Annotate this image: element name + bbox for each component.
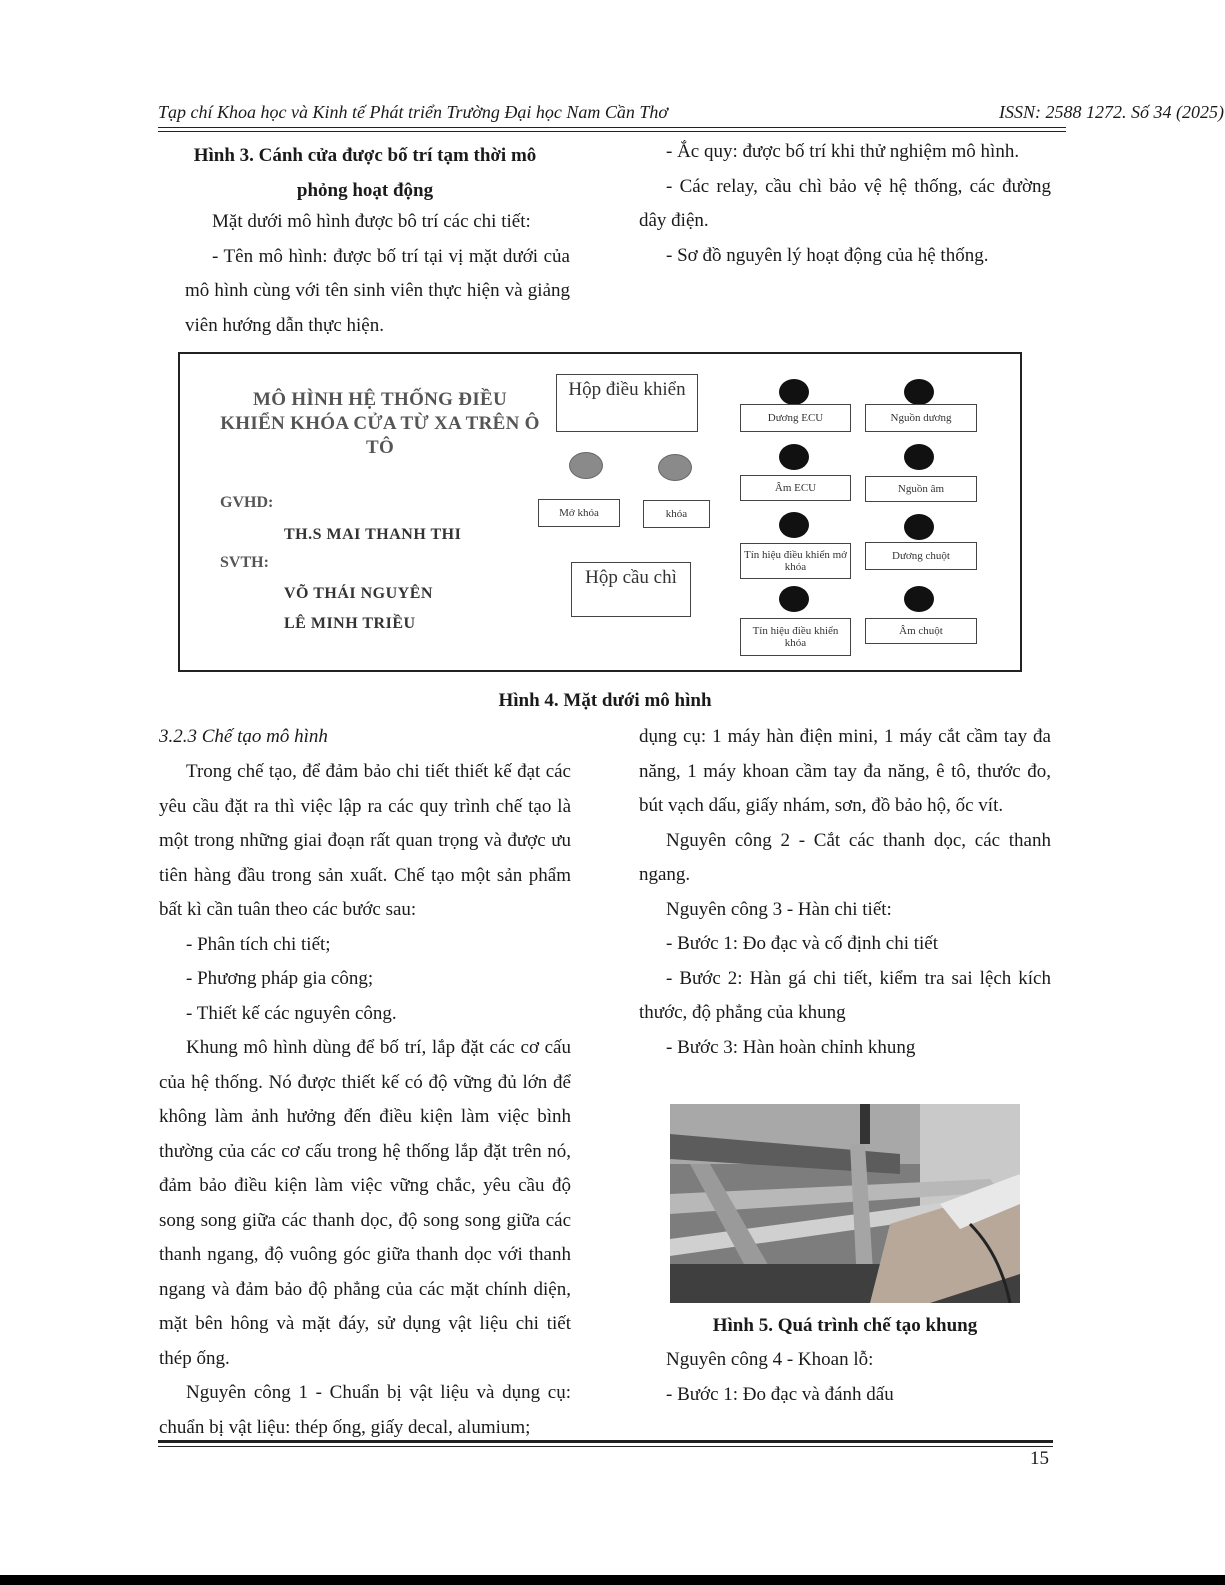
paragraph: Nguyên công 3 - Hàn chi tiết: — [666, 898, 892, 920]
page-number: 15 — [1030, 1448, 1049, 1469]
header-rule — [158, 127, 1066, 128]
terminal-tin-hieu-mo-khoa: Tín hiệu điều khiển mở khóa — [740, 543, 851, 579]
paragraph: Khung mô hình dùng để bố trí, lắp đặt các cơ cấu của hệ thống. Nó được thiết kế có độ vững đủ lớn để không làm ảnh hưởng đến điều kiện làm việc bình thường của các cơ cấu trong hệ thống lắp đặt trên nó, đảm bảo điều kiện làm việc vững chắc, yêu cầu độ song song giữa các thanh dọc, độ song song giữa các thanh ngang, độ vuông góc giữa thanh dọc với thanh ngang và đảm bảo độ phẳng của các mặt chính diện, mặt bên hông và mặt đáy, sử dụng vật liệu chi tiết thép ống. — [159, 1037, 571, 1369]
fig4-caption: Hình 4. Mặt dưới mô hình — [498, 690, 712, 711]
svth-name-1: VÕ THÁI NGUYÊN — [284, 585, 433, 602]
terminal-dot — [904, 444, 934, 470]
terminal-dot — [779, 379, 809, 405]
issn-line: ISSN: 2588 1272. Số 34 (2025) — [999, 102, 1224, 122]
paragraph: - Các relay, cầu chì bảo vệ hệ thống, các đường dây điện. — [639, 175, 1051, 231]
journal-name: Tạp chí Khoa học và Kinh tế Phát triển Trường Đại học Nam Cần Thơ — [158, 102, 669, 122]
paragraph: - Sơ đồ nguyên lý hoạt động của hệ thống. — [666, 244, 989, 266]
figure-5-photo — [670, 1104, 1020, 1303]
terminal-nguon-am: Nguồn âm — [865, 476, 977, 502]
paragraph: Nguyên công 1 - Chuẩn bị vật liệu và dụng cụ: chuẩn bị vật liệu: thép ống, giấy decal, alumium; — [159, 1382, 571, 1438]
footer-rule — [158, 1440, 1053, 1443]
bottom-scan-border — [0, 1575, 1225, 1585]
terminal-am-chuot: Âm chuột — [865, 618, 977, 644]
paragraph: - Tên mô hình: được bố trí tại vị mặt dưới của mô hình cùng với tên sinh viên thực hiện và giảng viên hướng dẫn thực hiện. — [185, 245, 570, 336]
paragraph: Nguyên công 2 - Cắt các thanh dọc, các thanh ngang. — [639, 829, 1051, 885]
terminal-dot — [904, 379, 934, 405]
unlock-label-box: Mở khóa — [538, 499, 620, 527]
terminal-am-ecu: Âm ECU — [740, 475, 851, 501]
paragraph: Nguyên công 4 - Khoan lỗ: — [666, 1349, 874, 1370]
paragraph: - Thiết kế các nguyên công. — [186, 1002, 397, 1024]
fuse-box: Hộp cầu chì — [571, 562, 691, 617]
paragraph: - Bước 3: Hàn hoàn chỉnh khung — [666, 1036, 916, 1058]
running-header — [158, 100, 1224, 128]
terminal-duong-chuot: Dương chuột — [865, 542, 977, 570]
terminal-tin-hieu-khoa: Tín hiệu điều khiển khóa — [740, 618, 851, 656]
fig3-caption-line2: phỏng hoạt động — [296, 179, 434, 201]
left-column-body — [159, 755, 571, 1445]
paragraph: - Phân tích chi tiết; — [186, 933, 331, 955]
paragraph: - Bước 1: Đo đạc và đánh dấu — [666, 1383, 894, 1405]
terminal-duong-ecu: Dương ECU — [740, 404, 851, 432]
control-box: Hộp điều khiển — [556, 374, 698, 432]
welding-photo-illustration — [670, 1104, 1020, 1303]
paragraph: - Bước 1: Đo đạc và cố định chi tiết — [666, 933, 939, 954]
footer-rule-2 — [158, 1446, 1053, 1447]
model-title: MÔ HÌNH HỆ THỐNG ĐIỀU KHIỂN KHÓA CỬA TỪ XA TRÊN Ô TÔ — [220, 389, 540, 458]
lock-label-box: khóa — [643, 500, 710, 528]
terminal-dot — [904, 514, 934, 540]
terminal-dot — [779, 586, 809, 612]
top-left-text — [185, 205, 570, 343]
paragraph: Trong chế tạo, để đảm bảo chi tiết thiết kế đạt các yêu cầu đặt ra thì việc lập ra các quy trình chế tạo là một trong những giai đoạn rất quan trọng và được ưu tiên hàng đầu trong sản xuất. Chế tạo một sản phẩm bất kì cần tuân theo các bước sau: — [159, 761, 571, 920]
gvhd-label: GVHD: — [220, 494, 274, 511]
svth-name-2: LÊ MINH TRIỀU — [284, 615, 416, 632]
fig5-caption: Hình 5. Quá trình chế tạo khung — [712, 1315, 978, 1336]
unlock-button-dot — [569, 452, 603, 479]
lock-button-dot — [658, 454, 692, 481]
svth-label: SVTH: — [220, 554, 269, 571]
right-column-body — [639, 720, 1051, 1065]
gvhd-name: TH.S MAI THANH THI — [284, 526, 462, 543]
terminal-dot — [904, 586, 934, 612]
right-column-after-fig5 — [639, 1343, 1051, 1412]
paragraph: - Phương pháp gia công; — [186, 968, 374, 989]
fig3-caption-line1: Hình 3. Cánh cửa được bố trí tạm thời mô — [193, 145, 537, 166]
paragraph: - Ắc quy: được bố trí khi thử nghiệm mô hình. — [666, 141, 1020, 162]
terminal-dot — [779, 512, 809, 538]
paragraph: - Bước 2: Hàn gá chi tiết, kiểm tra sai lệch kích thước, độ phẳng của khung — [639, 967, 1051, 1023]
section-heading: 3.2.3 Chế tạo mô hình — [159, 726, 328, 747]
paragraph: Mặt dưới mô hình được bô trí các chi tiết: — [212, 211, 531, 232]
top-right-text — [639, 135, 1051, 273]
figure-4-panel — [178, 352, 1022, 672]
header-rule-2 — [158, 131, 1066, 132]
fig3-caption — [160, 139, 570, 208]
paragraph: dụng cụ: 1 máy hàn điện mini, 1 máy cắt cầm tay đa năng, 1 máy khoan cầm tay đa năng, ê tô, thước đo, bút vạch dấu, giấy nhám, sơn, đồ bảo hộ, ốc vít. — [639, 726, 1051, 816]
terminal-nguon-duong: Nguồn dương — [865, 404, 977, 432]
terminal-dot — [779, 444, 809, 470]
